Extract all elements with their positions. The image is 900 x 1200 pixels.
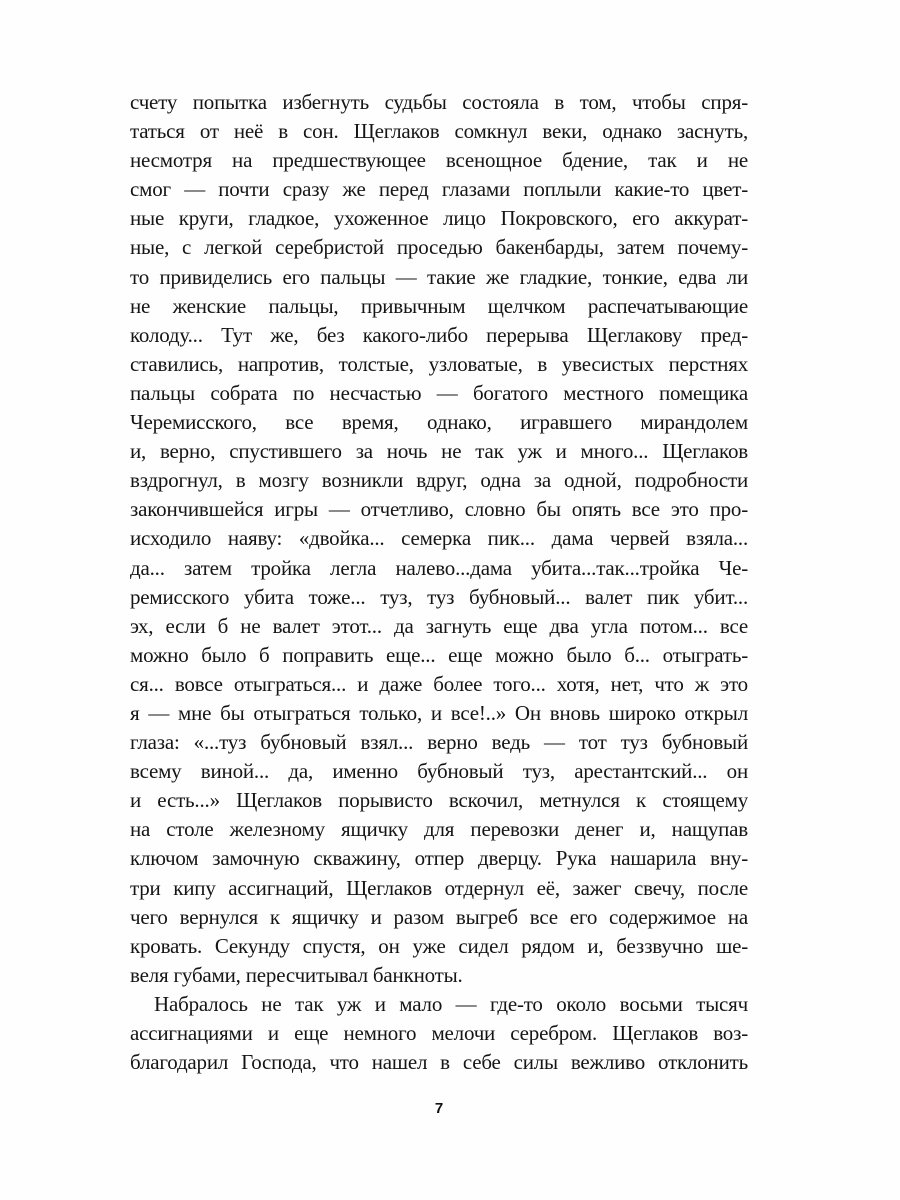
text-line: и есть...» Щеглаков порывисто вскочил, метнулся к стоящему: [130, 788, 748, 813]
text-line: глаза: «...туз бубновый взял... верно ведь — тот туз бубновый: [130, 730, 748, 755]
text-line: закончившейся игры — отчетливо, словно бы опять все это про-: [130, 497, 748, 522]
text-line: кровать. Секунду спустя, он уже сидел рядом и, беззвучно ше-: [130, 933, 748, 958]
text-line: эх, если б не валет этот... да загнуть еще два угла потом... все: [130, 613, 748, 638]
text-line: пальцы собрата по несчастью — богатого местного помещика: [130, 380, 748, 405]
text-line: ремисского убита тоже... туз, туз бубновый... валет пик убит...: [130, 584, 748, 609]
text-line: чего вернулся к ящичку и разом выгреб все его содержимое на: [130, 904, 748, 929]
text-line: ные круги, гладкое, ухоженное лицо Покровского, его аккурат-: [130, 206, 748, 231]
text-line: Черемисского, все время, однако, игравшего мирандолем: [130, 410, 748, 435]
text-line: можно было б поправить еще... еще можно было б... отыграть-: [130, 642, 748, 667]
text-line: я — мне бы отыграться только, и все!..» Он вновь широко открыл: [130, 700, 748, 725]
body-text: [130, 88, 748, 1077]
text-line: ассигнациями и еще немного мелочи серебром. Щеглаков воз-: [130, 1021, 748, 1045]
text-line: и, верно, спустившего за ночь не так уж и много... Щеглаков: [130, 439, 748, 464]
text-line: на столе железному ящичку для перевозки денег и, нащупав: [130, 817, 748, 842]
text-line: Набралось не так уж и мало — где-то около восьми тысяч: [154, 991, 748, 1016]
text-line: счету попытка избегнуть судьбы состояла в том, чтобы спря-: [130, 90, 748, 114]
text-line: вздрогнул, в мозгу возникли вдруг, одна за одной, подробности: [130, 468, 748, 493]
page-number: 7: [434, 1100, 444, 1117]
text-line: благодарил Господа, что нашел в себе силы вежливо отклонить: [130, 1050, 748, 1075]
text-line: да... затем тройка легла налево...дама убита...так...тройка Че-: [130, 555, 748, 580]
text-line: ставились, напротив, толстые, узловатые, в увесистых перстнях: [130, 351, 748, 376]
text-line: ключом замочную скважину, отпер дверцу. Рука нашарила вну-: [130, 846, 748, 871]
text-line: несмотря на предшествующее всенощное бдение, так и не: [130, 148, 748, 173]
text-line: ные, с легкой серебристой проседью бакенбарды, затем почему-: [130, 235, 748, 260]
text-line: три кипу ассигнаций, Щеглаков отдернул её, зажег свечу, после: [130, 875, 748, 900]
text-line: исходило наяву: «двойка... семерка пик... дама червей взяла...: [130, 526, 748, 551]
text-line: смог — почти сразу же перед глазами поплыли какие-то цвет-: [130, 177, 748, 202]
text-line: колоду... Тут же, без какого-либо перерыва Щеглакову пред-: [130, 322, 748, 347]
text-line: всему виной... да, именно бубновый туз, арестантский... он: [130, 759, 748, 784]
text-line: веля губами, пересчитывал банкноты.: [130, 962, 463, 987]
text-line: не женские пальцы, привычным щелчком распечатывающие: [130, 293, 748, 318]
text-line: таться от неё в сон. Щеглаков сомкнул веки, однако заснуть,: [130, 119, 748, 144]
text-line: ся... вовсе отыграться... и даже более того... хотя, нет, что ж это: [130, 671, 748, 696]
text-line: то привиделись его пальцы — такие же гладкие, тонкие, едва ли: [130, 264, 748, 289]
